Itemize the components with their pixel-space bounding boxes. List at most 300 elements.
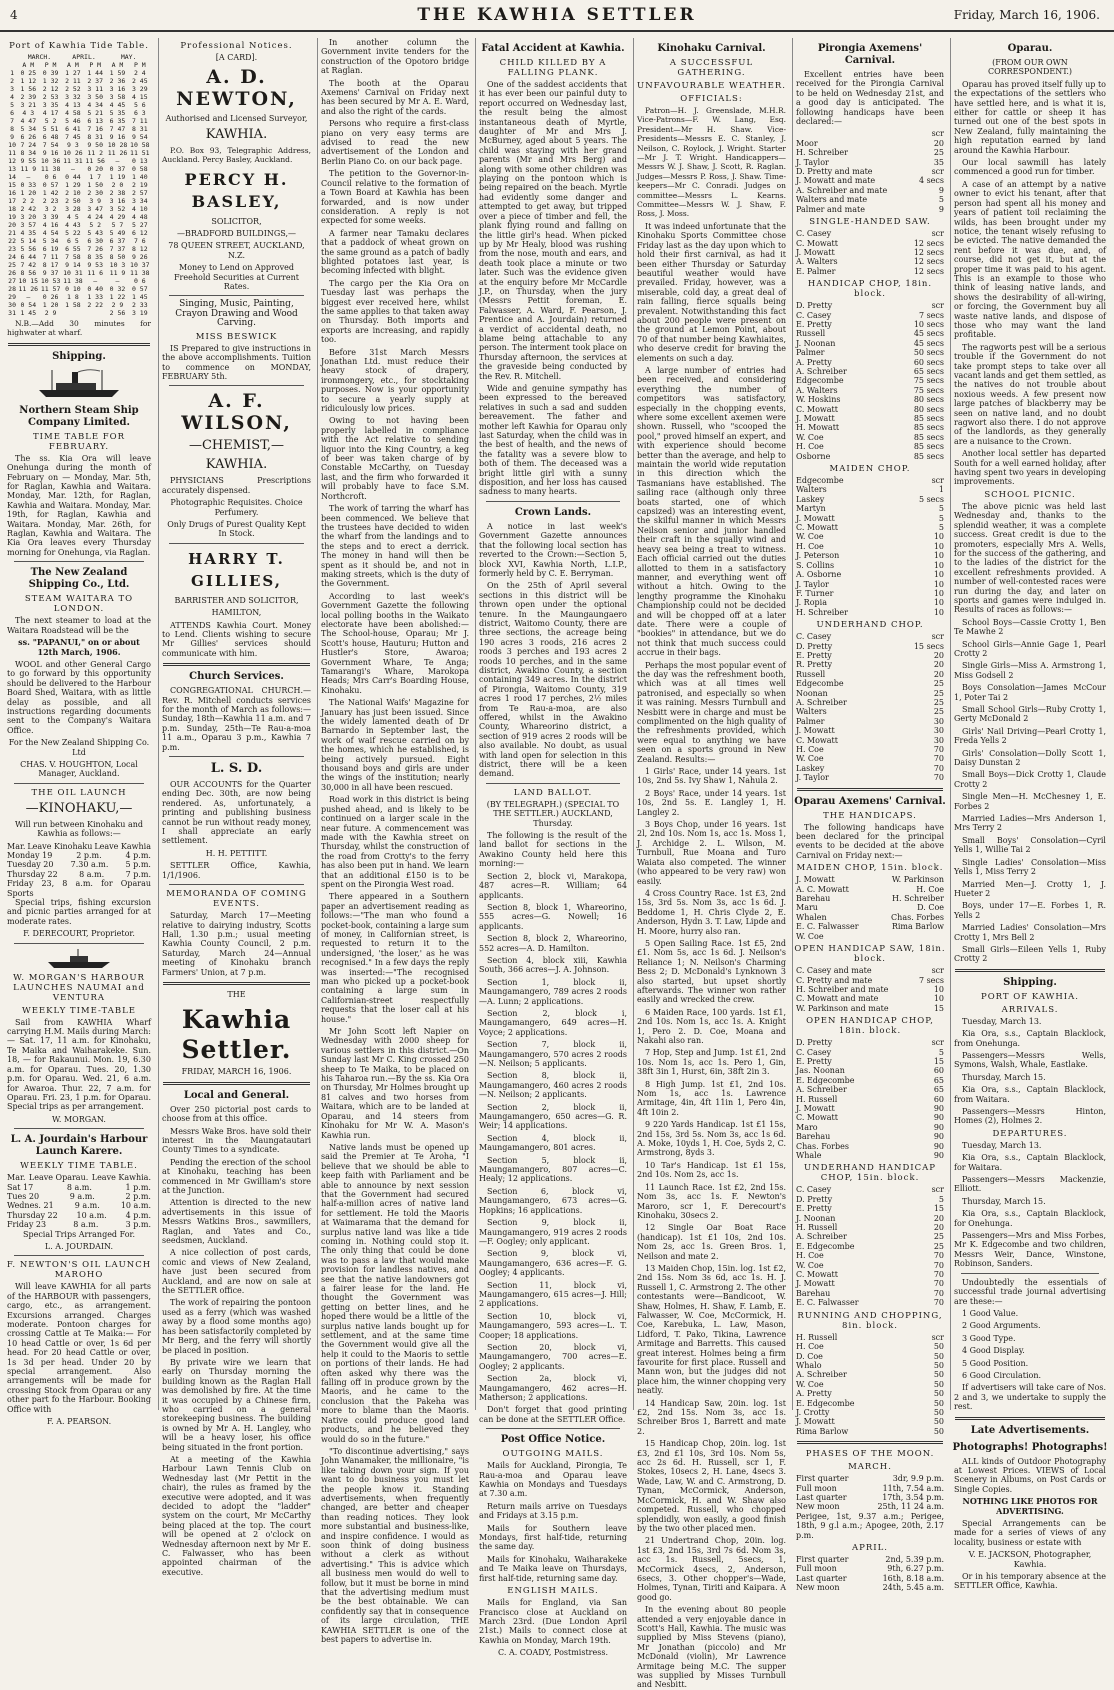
arrival-entry: Passengers—Messrs Hinton, Homes (2), Holmes 2. [954, 1107, 1106, 1126]
tide-cell: 20 [8, 221, 16, 229]
settler-issue-date: FRIDAY, MARCH 16, 1906. [181, 1067, 292, 1077]
newton-address: P.O. Box 93, Telegraphic Address, Auckland. Percy Basley, Auckland. [162, 145, 311, 165]
handicap-row-cell: J. Mowatt [796, 247, 835, 257]
op-under-list [793, 1185, 947, 1307]
nz-manager: CHAS. V. HOUGHTON, Local Manager, Auckland. [20, 759, 138, 779]
tide-row [7, 93, 151, 101]
tide-cell: 4 3 [22, 109, 35, 117]
handicap-row [796, 476, 944, 485]
sports-result: 4 Cross Country Race. 1st £3, 2nd 15s, 3rd 5s. Nom 3s, acc 1s 6d. J. Beddome 1, H. Chris Clyde 2, E. Anderson, Hydn 3. T. Law, Lipde and H. Moore, hurry also ran. [637, 888, 787, 936]
handicap-row-cell: E. Pretty [796, 1204, 832, 1214]
picnic-result: Married Ladies' Consolation—Mrs Crotty 1, Mrs Bell 2 [954, 923, 1106, 942]
handicap-row-cell: 50 [933, 1389, 944, 1399]
tide-cell: 2 33 [131, 301, 148, 309]
jourdain-row-cell: 8 a.m. [73, 1220, 99, 1230]
handicap-row-cell: E. Edgecombe [796, 1241, 855, 1251]
handicap-row [796, 195, 944, 204]
jourdain-row-cell: Sat 17 [7, 1182, 34, 1192]
handicap-row-cell: J. Noonan [796, 1213, 836, 1223]
jourdain-row-cell: 9 a.m. [74, 1201, 100, 1211]
moon-phase-row-cell: New moon [796, 1502, 840, 1512]
tide-cell: 3 50 [87, 93, 104, 101]
jourdain-timetable [4, 1173, 154, 1229]
tide-cell: 0 37 [109, 165, 126, 173]
tide-head-cell: P M [89, 61, 102, 69]
handicap-row [796, 1399, 944, 1408]
handicap-row [796, 1352, 944, 1361]
tide-cell: 10 3 [109, 261, 126, 269]
photographer-sig: V. E. JACKSON, Photographer, Kawhia. [968, 1550, 1092, 1569]
tide-cell: 11 57 [40, 285, 61, 293]
tide-cell: 4 35 [20, 229, 37, 237]
sports-result: 7 Hop, Step and Jump. 1st £1, 2nd 10s. Nom 1s, acc 1s. Pero 1, Gin, 38ft 3in 1, Hurst, 6in, 38ft 2in 3. [637, 1048, 786, 1077]
handicap-row-cell: 30 [933, 726, 944, 736]
tide-cell: 8 17 [42, 261, 59, 269]
sports-result: 11 Launch Race. 1st £2, 2nd 15s. Nom 3s, acc 1s. F. Newton's Maroro, scr 1, F. Derecourt's Kinohaku, 30secs 2. [637, 1182, 786, 1220]
tide-cell: 10 36 [40, 157, 61, 165]
handicap-row-cell: Martyn [796, 504, 826, 514]
handicap-row-cell: C. Casey [796, 632, 832, 642]
handicap-row-cell: H. Coe [796, 442, 824, 452]
jourdain-launch: L. A. Jourdain's Harbour Launch Karere. [10, 1134, 148, 1158]
tide-cell: 5 35 [109, 109, 126, 117]
departures-body [951, 1141, 1109, 1269]
handicap-row [796, 642, 944, 651]
handicap-row-cell: D. Pretty [796, 1194, 833, 1204]
handicap-row [796, 764, 944, 773]
handicap-row-cell: 12 secs [913, 247, 944, 257]
tide-cell: 5 34 [20, 125, 37, 133]
tide-cell: 0 39 [42, 69, 59, 77]
tide-cell: 1 42 [42, 189, 59, 197]
handicap-row-cell: D. Pretty [796, 1038, 833, 1048]
tide-cell: 6 3 [133, 109, 146, 117]
handicap-row-cell: H. Schreiber [796, 148, 848, 158]
handicap-row [796, 1232, 944, 1241]
wilson-town: KAWHIA. [205, 457, 268, 473]
picnic-result: Small Boys—Dick Crotty 1, Claude Crotty 2 [954, 770, 1106, 789]
english-mails-heading: ENGLISH MAILS. [507, 1586, 599, 1597]
tide-cell: 28 [8, 285, 16, 293]
essential-item: 3 Good Type. [962, 1333, 1016, 1343]
handicap-row [796, 1380, 944, 1389]
arrival-entry: Thursday, March 15. [962, 1072, 1046, 1082]
handicap-row-cell: E. Pretty [796, 650, 832, 660]
tide-cell: 10 15 [18, 277, 39, 285]
tide-cell: 3 2 [44, 205, 57, 213]
arrival-entry: Kia Ora, s.s., Captain Blacklock, from Onehunga. [954, 1029, 1106, 1048]
tide-cell: 2 50 [65, 197, 81, 205]
handicap-row-cell: W. Coe [796, 1379, 824, 1389]
single-saw-heading: SINGLE-HANDED SAW. [809, 217, 931, 228]
professional-notices-heading: Professional Notices. [180, 41, 293, 51]
handicap-row [796, 670, 944, 679]
handicap-row-cell: H. Russell [796, 1332, 838, 1342]
tide-cell: 5 49 [109, 229, 126, 237]
beswick-heading: Singing, Music, Painting, Crayon Drawing and Wood Carving. [175, 299, 298, 329]
handicap-row-cell: 7 secs [918, 310, 944, 320]
handicap-row [796, 414, 944, 423]
tide-cell: 8 31 [87, 133, 104, 141]
handicap-row-cell: Edgecombe [796, 376, 844, 386]
tide-cell: 3 47 [87, 205, 104, 213]
handicap-row-cell: D. Pretty [796, 301, 833, 311]
tide-cell: 6 19 [42, 245, 59, 253]
handicap-row [796, 485, 944, 494]
masthead [0, 0, 1114, 32]
handicap-row-cell: A. Schreiber [796, 1232, 847, 1242]
tide-cell: 1 45 [20, 309, 37, 317]
handicap-row-cell: C. Mowatt and mate [796, 994, 879, 1004]
handicap-row [796, 875, 944, 884]
tide-head-cell: P M [44, 61, 57, 69]
tide-cell: 9 53 [87, 261, 104, 269]
op-chop-list [793, 1038, 947, 1160]
handicap-row-cell: H. Mowatt [796, 423, 840, 433]
tide-cell: 10 31 [63, 269, 83, 277]
handicap-row-cell: J. Mowatt [796, 1417, 835, 1427]
tide-cell: 10 28 [107, 141, 128, 149]
handicap-row-cell: S. Collins [796, 560, 835, 570]
handicap-row-cell: 10 [933, 588, 944, 598]
handicap-row [796, 239, 944, 248]
oil-row-cell: 2 p.m. [76, 851, 102, 860]
handicap-row-cell: A. Schreiber [796, 1370, 847, 1380]
handicap-row-cell: J. Peterson [796, 551, 840, 561]
tide-row [7, 157, 151, 165]
handicap-row [796, 139, 944, 148]
single-saw-list [793, 229, 947, 276]
tide-cell: 4 54 [42, 229, 59, 237]
memoranda-heading: MEMORANDA OF COMING EVENTS. [166, 889, 307, 910]
tide-cell: 2 4 [133, 69, 146, 77]
handicap-row-cell: scr [931, 476, 944, 486]
handicap-row-cell: Barehau [796, 894, 831, 904]
handicap-row-cell: J. Noonan [796, 338, 836, 348]
tide-cell: 1 27 [65, 69, 81, 77]
tide-cell: 1 40 [131, 173, 148, 181]
jourdain-sig: L. A. JOURDAIN. [44, 1241, 114, 1251]
running-chop-list [793, 1333, 947, 1436]
moon-phase-row [796, 1493, 944, 1502]
handicap-row-cell: J. Ropia [796, 598, 827, 608]
tide-cell: 10 26 [63, 149, 83, 157]
handicap-row-cell: J. Mowatt [796, 1103, 835, 1113]
news-paragraph: According to last week's Government Gazette the following local polling booths in the Waikato electorate have been abolished:—The School-house, Oparau; Mr J. Scott's house, Hauturu; Hutton and Hustler's Store, Awaroa; Government Whare, Te Anga; Tamarangi's Whare, Marokopa Heads; Mrs Carr's Boarding House, Kinohaku. [321, 591, 469, 695]
tide-row [7, 285, 151, 293]
handicap-row-cell: J. Mowatt [796, 726, 835, 736]
handicap-row-cell: D. Pretty [796, 641, 833, 651]
mail-paragraph: Mails for Southern leave Mondays, first half-tide, returning the same day. [479, 1523, 627, 1552]
handicap-row-cell: C. Mowatt [796, 404, 838, 414]
handicap-row-cell: 50 [933, 1426, 944, 1436]
tide-cell: 3 35 [42, 101, 59, 109]
handicap-row-cell: 5 [938, 195, 944, 205]
tide-cell: 0 44 [65, 173, 81, 181]
ballot-entry: Don't forget that good printing can be done at the SETTLER Office. [479, 1405, 627, 1424]
photographs-special: Special Arrangements can be made for a series of views of any locality, business or estate with [954, 1519, 1106, 1547]
handicap-row-cell: 50 [933, 1370, 944, 1380]
picnic-result: Small Boys' Consolation—Cyril Yells 1, Willie Tai 2 [954, 835, 1106, 855]
handicap-row-cell: 70 [933, 1279, 944, 1289]
handicap-row [796, 608, 944, 617]
oil-row [7, 860, 151, 869]
steamship-icon [34, 366, 124, 400]
handicap-row [796, 395, 944, 404]
handicap-row-cell: 30 [933, 716, 944, 726]
handicap-row-cell: 50 [933, 1398, 944, 1408]
tide-cell: 4 [10, 93, 15, 101]
handicap-row-cell: 90 [933, 1151, 944, 1160]
tide-table-title: Port of Kawhia Tide Table. [9, 41, 149, 51]
arrival-entry: Tuesday, March 13. [962, 1016, 1042, 1026]
morgan-sub: WEEKLY TIME-TABLE [21, 1005, 136, 1016]
handicap-row-cell: J. Taylor [796, 579, 829, 589]
tide-cell: 2 10 [65, 189, 81, 197]
lsd-office: SETTLER Office, Kawhia, 1/1/1906. [162, 861, 311, 880]
newton-launch: F. NEWTON'S OIL LAUNCH MAROHO [6, 1260, 152, 1281]
handicap-row-cell: C. Casey [796, 1185, 832, 1195]
handicap-row-cell: 45 secs [913, 329, 944, 339]
handicap-row-cell: W. Coe [796, 754, 824, 764]
handicap-row-cell: E. C. Falwasser [796, 1298, 859, 1308]
moon-phase-row [796, 1555, 944, 1564]
handicap-row [796, 561, 944, 570]
handicap-row [796, 423, 944, 432]
underhand-chop-list [793, 632, 947, 783]
local-general-continued [318, 38, 472, 1644]
handicap-row-cell: D. Pretty and mate [796, 167, 873, 177]
tide-cell: 7 6 [133, 237, 146, 245]
tide-cell: 9 3 [67, 141, 79, 149]
morgan-sig: W. MORGAN. [52, 1114, 106, 1124]
moon-april-list [793, 1555, 947, 1593]
tide-cell: 7 16 [87, 125, 104, 133]
news-paragraph: Before 31st March Messrs Jonathan Ltd. must reduce their heavy stock of drapery, ironmongery, etc., for stocktaking purposes. Now is your opportunity to secure a yearly supply at ridiculously low prices. [321, 347, 469, 414]
shipping-heading-2: Shipping. [1003, 976, 1057, 988]
tide-cell: 4 5 [67, 213, 79, 221]
moon-phase-row-cell: Full moon [796, 1564, 837, 1574]
handicap-row-cell: 9 [938, 185, 944, 195]
tide-cell: 5 7 [111, 221, 124, 229]
month-april: APRIL. [72, 53, 96, 61]
settler-nameplate: Kawhia Settler. [181, 1005, 292, 1065]
tide-cell: 2 38 [109, 189, 126, 197]
handicap-row-cell: Laskey [796, 494, 825, 504]
essentials-end: If advertisers will take care of Nos. 2 and 3, we undertake to supply the rest. [954, 1383, 1106, 1412]
handicap-row-cell: Whalen [796, 912, 827, 922]
op-saw-list [793, 966, 947, 1013]
moon-phase-row-cell: 11th, 7.54 a.m. [882, 1483, 944, 1493]
essential-item: 2 Good Arguments. [962, 1321, 1041, 1331]
handicap-row [796, 994, 944, 1003]
handicap-row-cell: 85 secs [913, 423, 944, 433]
handicap-row [796, 1361, 944, 1370]
handicap-row-cell: scr [931, 129, 944, 139]
tide-cell: 29 [8, 293, 16, 301]
tide-row [7, 293, 151, 301]
tide-cell: 2 9 [44, 309, 57, 317]
handicap-row-cell: 90 [933, 1141, 944, 1151]
tide-cell: 4 24 [87, 213, 104, 221]
handicap-row-cell: Russell [796, 329, 826, 339]
handicap-row-cell: A. C. Mowatt [796, 884, 849, 894]
oil-head-cell: Leave Kinohaku [27, 841, 93, 851]
handicap-row-cell: E. Edgecombe [796, 1075, 855, 1085]
jourdain-row-cell: Wednes. 21 [7, 1201, 54, 1211]
school-picnic-intro: The above picnic was held last Wednesday and, thanks to the splendid weather, it was a complete success. Great credit is due to the promoters, especially Mrs A. Wells, for the success of the gathering, and to the ladies of the district for the excellent refreshments provided. A number of well-contested races were run during the day, and later on sports and games were indulged in. Results of races as follows:— [954, 501, 1106, 615]
oil-row [7, 879, 151, 898]
handicap-row-cell: J. Crotty [796, 1407, 830, 1417]
moon-phase-row [796, 1474, 944, 1483]
handicap-row-cell: 12 secs [913, 257, 944, 267]
handicap-row-cell: 50 [933, 1351, 944, 1361]
news-paragraph: Persons who require a first-class piano on very easy terms are advised to read the new advertisement of the London and Berlin Piano Co. on our back page. [321, 119, 469, 166]
ballot-entry: Section 9, block ii, Maungamangero, 919 acres 2 roods—F. Oogley; only applicant. [479, 1218, 627, 1246]
newspaper-title: THE KAWHIA SETTLER [417, 5, 697, 25]
essential-item: 6 Good Circulation. [962, 1370, 1042, 1380]
news-paragraph: Mr John Scott left Napier on Wednesday with 2000 sheep for various settlers in this district.—On Sunday last Mr C. King crossed 250 sheep to Te Maika, to be placed on his Taharoa run.—By the ss. Kia Ora on Thursday, Mr Holmes brought up 81 calves and two horses from Waitara, which are to be landed at Oparau, and 14 steers from Kinohaku for Mr W. A. Mason's Kawhia run. [321, 1027, 469, 1140]
nz-intro: The next steamer to load at the Waitara Roadstead will be the [7, 616, 151, 635]
handicap-row-cell: 90 [933, 1113, 944, 1123]
tide-row [7, 261, 151, 269]
tide-cell: 11 38 [130, 269, 150, 277]
moon-phase-row-cell: 3dr, 9.9 p.m. [892, 1474, 944, 1484]
tide-cell: 21 [8, 229, 16, 237]
jourdain-head-cell: Leave Kawhia. [91, 1173, 151, 1183]
tide-cell: 4 16 [42, 221, 59, 229]
oil-row-cell: 4 p.m. [125, 851, 151, 860]
tide-cell: 5 34 [42, 237, 59, 245]
tide-cell: 5 6 [133, 101, 146, 109]
handicap-row-cell: 15 secs [913, 641, 944, 651]
tide-cell: 1 29 [65, 181, 81, 189]
mail-paragraph: Return mails arrive on Tuesdays and Fridays at 3.15 p.m. [479, 1501, 627, 1521]
tide-cell: 2 23 [42, 197, 59, 205]
tide-cell: 1 59 [109, 69, 126, 77]
oil-head-cell: Leave Kawhia [94, 841, 151, 851]
handicap-row [796, 186, 944, 195]
tide-cell: 8 12 [131, 245, 148, 253]
handicap-row-cell: A. Schreiber [796, 366, 847, 376]
handicap-row-cell: C. Mowatt [796, 238, 838, 248]
handicap-row-cell: A. Schreiber and mate [796, 185, 888, 195]
lsd-body: OUR ACCOUNTS for the Quarter ending Dec. 30th, are now being rendered. As, unfortunately, a printing and publishing business cannot be run without ready money, I shall appreciate an early settlement. [162, 780, 311, 846]
tide-cell: 3 16 [109, 197, 126, 205]
moon-phase-row [796, 1502, 944, 1511]
handicap-row-cell: A. Osborne [796, 570, 842, 580]
handicap-row-cell: Palmer [796, 716, 825, 726]
sports-result: 12 Single Oar Boat Race (handicap). 1st £1 10s, 2nd 10s. Nom 2s, acc 1s. Green Bros. 1, Neilson and mate 2. [637, 1223, 786, 1261]
jourdain-head [7, 1173, 151, 1182]
handicap-row [796, 433, 944, 442]
tide-cell: 0 57 [42, 181, 59, 189]
tide-cell: 13 [8, 165, 16, 173]
photographs-end: Or in his temporary absence at the SETTLER Office, Kawhia. [954, 1572, 1106, 1591]
tide-row [7, 117, 151, 125]
handicap-row-cell: 9 [938, 204, 944, 214]
handicap-row [796, 205, 944, 214]
handicap-row-cell: H. Schreiber and mate [796, 984, 889, 994]
tide-cell: 5 27 [131, 221, 148, 229]
moon-april-heading: APRIL. [852, 1543, 888, 1553]
handicap-row [796, 1261, 944, 1270]
handicap-row-cell: Maru [796, 903, 818, 913]
handicap-row-cell: 70 [933, 1298, 944, 1308]
tide-cell: 9 14 [65, 261, 81, 269]
handicap-row-cell: scr [931, 632, 944, 642]
tide-cell: 11 6 [87, 269, 104, 277]
handicap-row-cell: 90 [933, 1122, 944, 1132]
wilson-drugs: Only Drugs of Purest Quality Kept In Stock. [167, 519, 306, 539]
jourdain-note: Special Trips Arranged For. [22, 1229, 136, 1239]
officials-body: Patron—H. J. Greenslade, M.H.R. Vice-Patrons—F. W. Lang, Esq. President—Mr H. Shaw. Vice-Presidents—Messrs E. C. Stanley, J. Neilson, C. Roylock, J. Wright. Starter—Mr J. T. Wright. Handicappers—Messrs W. J. Shaw, J. Scott, R. Raglan. Judges—Messrs P. Ross, J. Shaw. Time-keepers—Mr C. Conradi. Judges on committee—Messrs L. Kearns. Committee—Messrs W. J. Shaw, F. Ross, J. Moss. [637, 106, 786, 219]
handicap-row [796, 1223, 944, 1232]
news-paragraph: On the 25th of April several sections in this district will be thrown open under the optional tenure. In the Maungaungaero district, Waitomo County, there are three sections, the acreage being 190 acres 3 roods, 216 acres 2 roods 3 perches and 193 acres 2 roods 10 perches, and in the same district, Awakino County, a section containing 349 acres. In the district of Pirongia, Waitomo County, 319 acres 1 rood 17 perches, 2½ miles from Te Rau-a-moa, are also offered, whilst in the Awakino County, Whareorino district, a section of 919 acres 2 roods will be also available. No doubt, as usual with land open for selection in this district, there will be a keen demand. [479, 581, 627, 779]
handicap-row-cell: 50 [933, 1360, 944, 1370]
handicap-row-cell: 10 [933, 598, 944, 608]
handicap-row-cell: Palmer and mate [796, 204, 865, 214]
handicap-row-cell: W. Hoskins [796, 395, 841, 405]
handicap-row-cell: 10 [933, 551, 944, 561]
handicap-row [796, 1104, 944, 1113]
handicap-row [796, 1151, 944, 1160]
sports-result: In the evening about 80 people attended a very enjoyable dance in Scott's Hall, Kawhia. The music was supplied by Miss Stevens (piano), Mr Jonathan (piccolo) and Mr McDonald (violin), Mr Lawrence Armitage being M.C. The supper was supplied by Misses Turnbull and Nesbitt. [637, 1605, 786, 1690]
picnic-result: Single Ladies' Consolation—Miss Yells 1, Miss Terry 2 [954, 857, 1106, 877]
tide-cell: 2 45 [131, 77, 148, 85]
handicap-row [796, 1370, 944, 1379]
handicap-row-cell: 25 [933, 1241, 944, 1251]
handicap-row [796, 1057, 944, 1066]
moon-march-heading: MARCH. [848, 1462, 892, 1473]
tide-cell: 1 44 [87, 69, 104, 77]
tide-cell: 8 50 [109, 253, 126, 261]
moon-phase-row-cell: 9th, 6.27 p.m. [887, 1564, 944, 1574]
fatal-accident-heading: Fatal Accident at Kawhia. [481, 43, 625, 54]
tide-cell: 6 [10, 109, 15, 117]
card-label: [A CARD]. [215, 53, 258, 62]
picnic-result: Married Men—J. Crotty 1, J. Hueter 2 [954, 879, 1106, 898]
wilson-photo: Photographic Requisites. Choice Perfumery. [170, 498, 303, 517]
tide-cell: 6 13 [87, 117, 104, 125]
tide-cell: 0 33 [20, 181, 37, 189]
tide-cell: 2 57 [131, 189, 148, 197]
gillies-name: HARRY T. GILLIES, [188, 549, 285, 590]
tide-cell: 3 39 [42, 213, 59, 221]
handicap-row [796, 386, 944, 395]
handicap-row-cell: Barehau [796, 1132, 831, 1142]
moon-phase-row-cell: New moon [796, 1583, 840, 1593]
handicap-row [796, 894, 944, 903]
month-march: MARCH. [27, 53, 52, 61]
handicap-row [796, 689, 944, 698]
newton-town: KAWHIA. [205, 126, 268, 142]
handicap-row [796, 1279, 944, 1288]
school-picnic-results [951, 618, 1109, 964]
tide-cell: 3 16 [109, 85, 126, 93]
handicap-row-cell: H. Schreiber [796, 607, 848, 617]
tide-head-cell: A M [111, 61, 124, 69]
handicap-row [796, 580, 944, 589]
handicap-row-cell: 20 [933, 660, 944, 670]
handicap-row [796, 598, 944, 607]
picnic-result: Boys Consolation—James McCour 1, Poter Tai 2 [954, 683, 1106, 702]
tide-cell: 5 2 [44, 117, 57, 125]
tide-row [7, 173, 151, 181]
handicap-row-cell: J. Mowatt [796, 1279, 835, 1289]
tide-row [7, 101, 151, 109]
tide-cell: 4 34 [87, 101, 104, 109]
